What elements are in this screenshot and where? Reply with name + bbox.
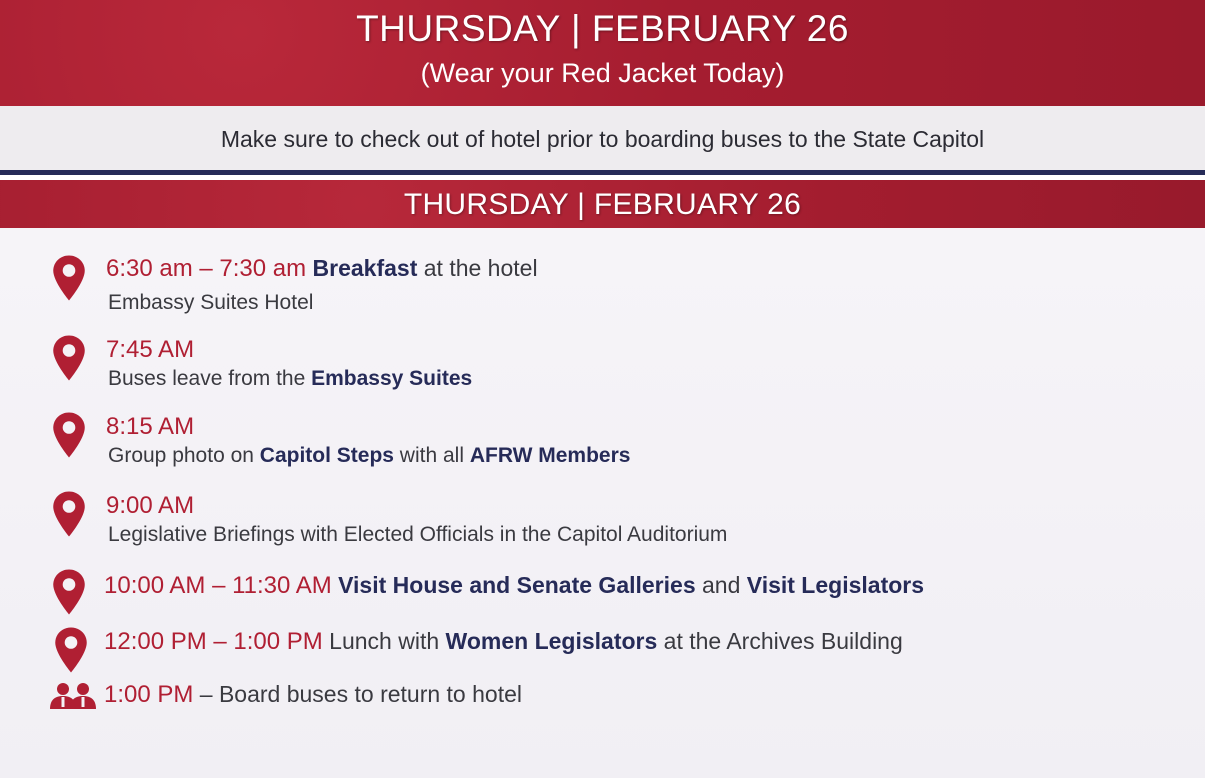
- location-pin-icon: [52, 626, 90, 674]
- schedule-highlight: Capitol Steps: [259, 444, 394, 467]
- schedule-text: Lunch with: [322, 628, 446, 654]
- schedule-item-heading: [104, 628, 903, 656]
- schedule-detail: [108, 444, 630, 468]
- location-pin-icon: [50, 568, 88, 616]
- schedule-text: and: [695, 572, 747, 598]
- location-pin-icon: [50, 490, 88, 538]
- schedule-text: with all: [393, 444, 470, 467]
- schedule-text: at the hotel: [417, 255, 538, 281]
- schedule-time: 6:30 am – 7:30 am: [106, 255, 307, 282]
- schedule-text: Group photo on: [108, 444, 260, 467]
- schedule-highlight: Breakfast: [312, 255, 418, 281]
- section-title: THURSDAY | FEBRUARY 26: [403, 188, 802, 221]
- schedule-time: 10:00 AM – 11:30 AM: [104, 572, 332, 599]
- schedule-time: 8:15 AM: [106, 413, 195, 440]
- schedule-text: Buses leave from the: [108, 367, 312, 390]
- schedule-text: at the Archives Building: [657, 628, 903, 654]
- schedule-highlight: Visit House and Senate Galleries: [338, 572, 696, 598]
- page-title: THURSDAY | FEBRUARY 26: [356, 8, 849, 49]
- section-banner: [0, 180, 1205, 228]
- schedule-time: 7:45 AM: [106, 336, 195, 363]
- schedule-detail: Embassy Suites Hotel: [108, 291, 314, 314]
- schedule-time: 12:00 PM – 1:00 PM: [104, 628, 323, 655]
- page-subtitle: (Wear your Red Jacket Today): [420, 58, 785, 88]
- schedule-highlight: Visit Legislators: [746, 572, 925, 598]
- schedule-item-heading: [104, 572, 924, 600]
- location-pin-icon: [50, 334, 88, 382]
- schedule-detail: [108, 367, 472, 391]
- schedule-item-heading: [106, 492, 194, 520]
- location-pin-icon: [50, 254, 88, 302]
- schedule-item-heading: [106, 255, 538, 283]
- schedule-highlight: Embassy Suites: [311, 367, 473, 390]
- schedule-time: 9:00 AM: [106, 492, 195, 519]
- schedule-time: 1:00 PM: [104, 681, 194, 708]
- schedule-item-heading: [104, 681, 522, 709]
- schedule-highlight: AFRW Members: [469, 444, 631, 467]
- schedule-list: [0, 228, 1205, 778]
- notice-bar: [0, 106, 1205, 170]
- group-people-icon: [48, 682, 98, 710]
- location-pin-icon: [50, 411, 88, 459]
- schedule-detail: Legislative Briefings with Elected Officials in the Capitol Auditorium: [108, 523, 728, 546]
- schedule-item-heading: [106, 413, 194, 441]
- notice-text: Make sure to check out of hotel prior to boarding buses to the State Capitol: [220, 126, 985, 152]
- schedule-text: – Board buses to return to hotel: [193, 681, 522, 707]
- schedule-highlight: Women Legislators: [445, 628, 658, 654]
- top-banner: [0, 0, 1205, 106]
- schedule-item-heading: [106, 336, 194, 364]
